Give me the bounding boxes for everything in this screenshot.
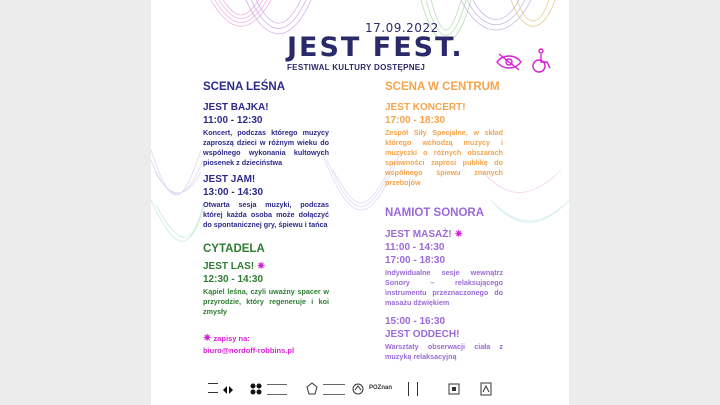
event-title: JEST KONCERT! <box>385 102 466 113</box>
accessibility-icons <box>495 48 555 74</box>
event-jest-jam <box>203 173 329 230</box>
sponsor-logo <box>208 383 218 393</box>
event-time: 11:00 - 12:30 <box>203 115 263 126</box>
event-title: JEST LAS! ✷ <box>203 261 266 272</box>
poznan-logo: POZnan <box>369 385 393 391</box>
wheelchair-icon <box>533 49 550 72</box>
event-date: 17.09.2022 <box>365 21 439 35</box>
sponsor-logo <box>323 384 345 395</box>
crossed-eye-icon <box>497 54 521 70</box>
sponsor-logo <box>222 383 234 395</box>
event-jest-las <box>203 260 329 317</box>
event-description: Koncert, podczas którego muzycy zaproszą dzieci w różnym wieku do wspólnego wykonania kultowych piosenek z dzieciństwa <box>203 128 329 167</box>
sponsor-logos <box>203 380 523 402</box>
sponsor-logo <box>408 382 418 396</box>
sponsor-logo <box>351 382 365 396</box>
sparkle-icon: ✷ <box>256 261 266 272</box>
event-time: 11:00 - 14:30 <box>385 242 445 253</box>
event-jest-oddech <box>385 315 503 362</box>
namiot-sonora-heading: NAMIOT SONORA <box>385 207 485 219</box>
signup-label: ✷ zapisy na: <box>203 333 250 344</box>
event-time: 15:00 - 16:30 <box>385 316 446 327</box>
scena-w-centrum-heading: SCENA W CENTRUM <box>385 81 500 93</box>
sponsor-logo <box>448 382 460 396</box>
poster <box>151 0 569 405</box>
event-title: JEST ODDECH! <box>385 329 460 340</box>
right-column <box>385 80 503 362</box>
festival-subtitle: FESTIWAL KULTURY DOSTĘPNEJ <box>287 63 426 72</box>
event-description: Warsztaty obserwacji ciała z muzyką relaksacyjną <box>385 342 503 361</box>
event-title: JEST BAJKA! <box>203 102 269 113</box>
festival-title: JEST FEST. <box>287 32 464 63</box>
sponsor-logo <box>478 381 494 397</box>
event-time: 12:30 - 14:30 <box>203 274 264 285</box>
event-title: JEST MASAŻ! ✷ <box>385 229 463 240</box>
event-description: Indywidualne sesje wewnątrz Sonory – relaksującego instrumentu przeznaczonego do masażu dźwiękiem <box>385 268 503 307</box>
event-jest-masaz <box>385 228 503 308</box>
signup-info <box>203 333 329 355</box>
event-time: 13:00 - 14:30 <box>203 187 264 198</box>
cytadela-heading: CYTADELA <box>203 243 265 255</box>
event-time: 17:00 - 18:30 <box>385 115 446 126</box>
event-jest-bajka <box>203 101 329 168</box>
sponsor-logo <box>249 382 263 396</box>
event-description: Zespół Siły Specjalne, w skład którego wchodzą muzycy i muzyczki o różnych obszarach sprawności zaprosi publikę do wspólnego śpiewu znanych przebojów <box>385 128 503 187</box>
sponsor-logo <box>305 382 319 396</box>
sparkle-icon: ✷ <box>454 229 463 240</box>
left-column <box>203 80 329 355</box>
signup-email[interactable]: biuro@nordoff-robbins.pl <box>203 346 295 355</box>
event-time: 17:00 - 18:30 <box>385 255 446 266</box>
event-description: Otwarta sesja muzyki, podczas której każda osoba może dołączyć do spontanicznej gry, śpiewu i tańca <box>203 200 329 229</box>
event-title: JEST JAM! <box>203 174 256 185</box>
event-jest-koncert <box>385 101 503 188</box>
sparkle-icon: ✷ <box>203 333 212 344</box>
sponsor-logo <box>267 384 287 395</box>
scena-lesna-heading: SCENA LEŚNA <box>203 81 285 93</box>
event-description: Kąpiel leśna, czyli uważny spacer w przyrodzie, który regeneruje i koi zmysły <box>203 287 329 316</box>
